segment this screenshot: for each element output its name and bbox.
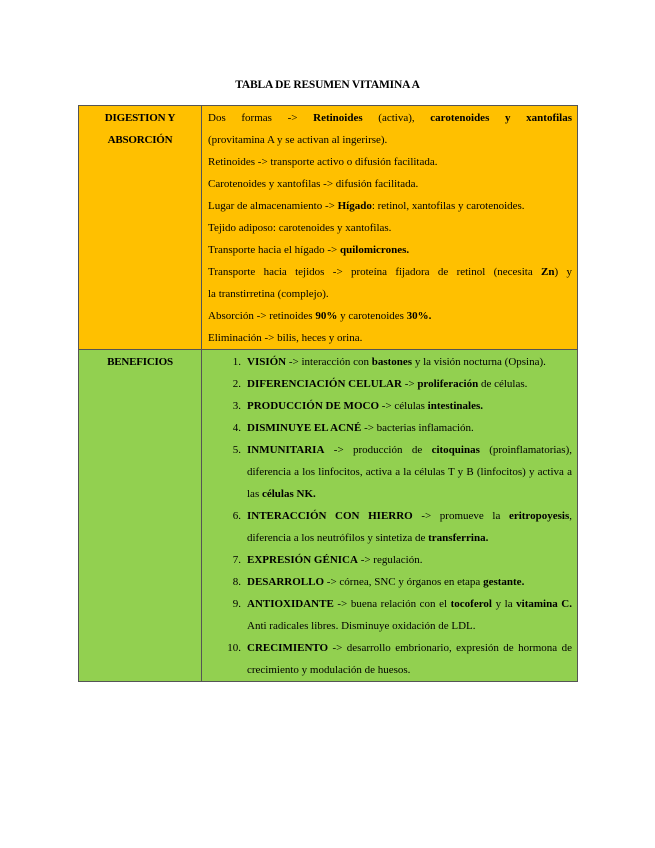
list-item: 4. DISMINUYE EL ACNÉ -> bacterias inflamación. [232, 422, 474, 434]
digestion-line: Transporte hacia el hígado -> quilomicrones. [208, 244, 410, 256]
digestion-line: Dos formas -> Retinoides (activa), carotenoides y xantofilas [208, 112, 573, 124]
list-item: 7. EXPRESIÓN GÉNICA -> regulación. [232, 554, 423, 566]
list-item: 2. DIFERENCIACIÓN CELULAR -> proliferación de células. [232, 378, 528, 390]
list-item: 9. ANTIOXIDANTE -> buena relación con el tocoferol y la vitamina C. Anti radicales libres. Disminuye oxidación de LDL. [232, 598, 572, 632]
list-item: 1. VISIÓN -> interacción con bastones y la visión nocturna (Opsina). [232, 356, 546, 368]
digestion-line: Carotenoides y xantofilas -> difusión facilitada. [208, 178, 419, 190]
list-item: 5. INMUNITARIA -> producción de citoquinas (proinflamatorias), diferencia a los linfocitos, activa a la células T y B (linfocitos) y activa a las células NK. [232, 444, 573, 500]
list-item: 6. INTERACCIÓN CON HIERRO -> promueve la eritropoyesis, diferencia a los neutrófilos y sintetiza de transferrina. [232, 510, 572, 544]
list-item: 3. PRODUCCIÓN DE MOCO -> células intestinales. [232, 400, 483, 412]
digestion-line: Eliminación -> bilis, heces y orina. [208, 332, 363, 344]
digestion-line: la transtirretina (complejo). [208, 288, 329, 300]
digestion-content-cell [202, 106, 578, 350]
list-item: 8. DESARROLLO -> córnea, SNC y órganos en etapa gestante. [232, 576, 525, 588]
digestion-line: Absorción -> retinoides 90% y carotenoides 30%. [208, 310, 432, 322]
digestion-line: Transporte hacia tejidos -> proteína fijadora de retinol (necesita Zn) y [208, 266, 572, 278]
digestion-header-line2: ABSORCIÓN [107, 134, 173, 146]
digestion-line: (provitamina A y se activan al ingerirse). [208, 134, 388, 146]
vitamin-a-summary-table [78, 105, 578, 682]
benefits-header: BENEFICIOS [107, 356, 173, 368]
list-item: 10. CRECIMIENTO -> desarrollo embrionario, expresión de hormona de crecimiento y modulación de huesos. [227, 642, 572, 676]
digestion-line: Lugar de almacenamiento -> Hígado: retinol, xantofilas y carotenoides. [208, 200, 525, 212]
digestion-line: Retinoides -> transporte activo o difusión facilitada. [208, 156, 438, 168]
digestion-line: Tejido adiposo: carotenoides y xantofilas. [208, 222, 392, 234]
benefits-row [79, 350, 578, 682]
benefits-content-cell [202, 350, 578, 682]
digestion-header-cell [79, 106, 202, 350]
digestion-row [79, 106, 578, 350]
page-title: TABLA DE RESUMEN VITAMINA A [235, 79, 420, 91]
digestion-header-line1: DIGESTION Y [104, 112, 176, 124]
benefits-header-cell [79, 350, 202, 682]
benefits-list [208, 351, 572, 681]
